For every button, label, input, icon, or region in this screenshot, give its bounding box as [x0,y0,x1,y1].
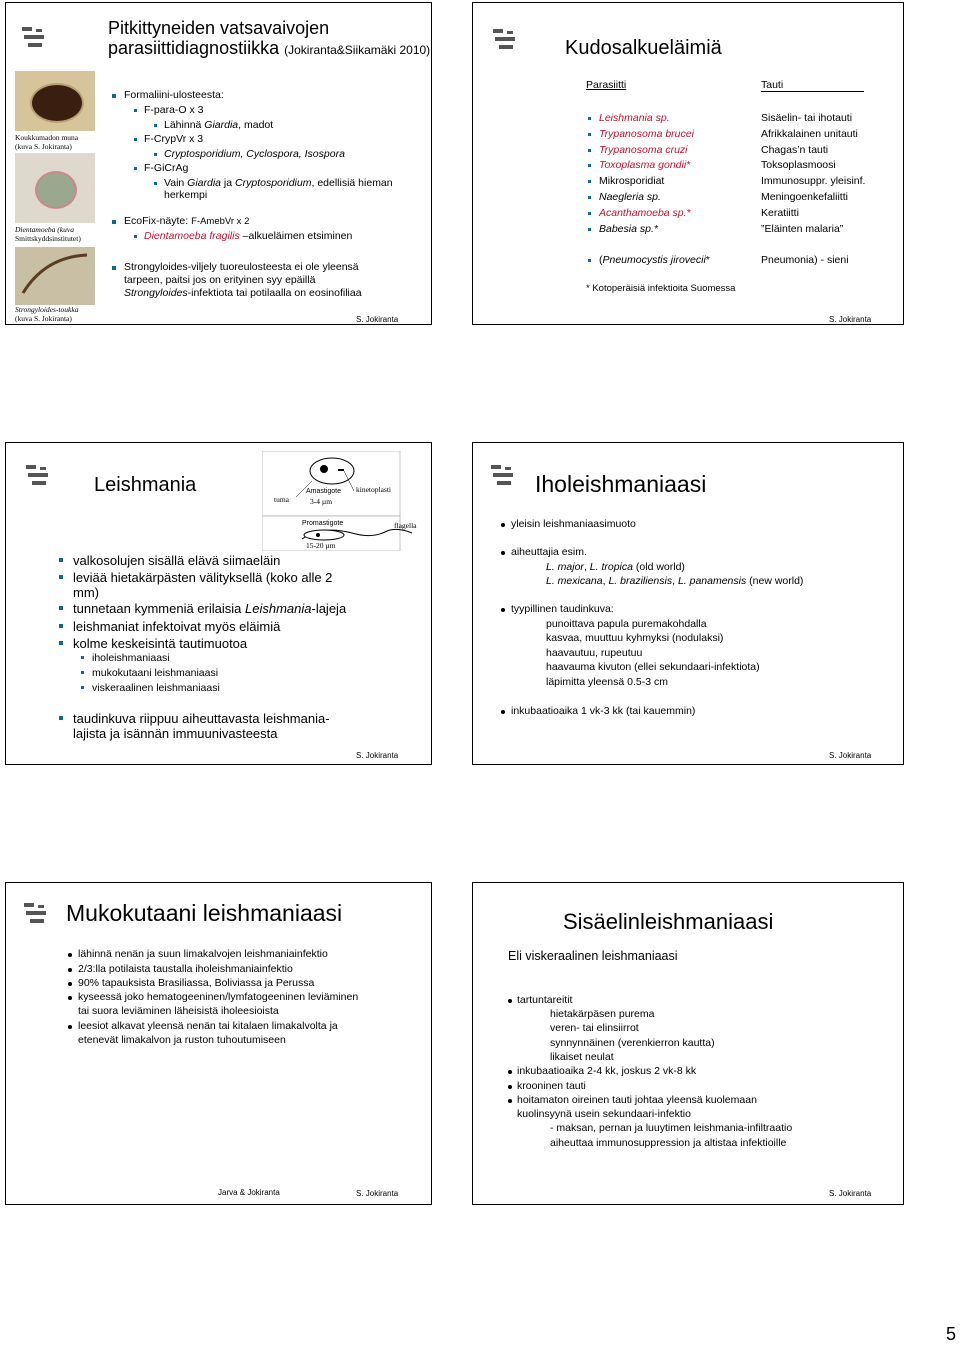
disease-name: Meningoenkefaliitti [761,191,848,203]
bullet-text: aiheuttajia esim. [511,546,587,558]
parasite-name: Naegleria sp. [599,191,661,203]
disease-name: Toksoplasmoosi [761,159,836,171]
sub-bullet-text: mukokutaani leishmaniaasi [92,667,219,679]
bullet-text: 2/3:lla potilaista taustalla iholeishmaniainfektio [78,963,293,975]
disease-name: Afrikkalainen unitauti [761,128,858,140]
credit-left: Jarva & Jokiranta [218,1188,280,1197]
institution-logo-icon [489,461,519,491]
image-caption: Dientamoeba (kuva Smittskyddsinstitutet) [15,225,81,243]
disease-name: Immunosuppr. yleisinf. [761,175,866,187]
column-header-parasite: Parasiitti [586,79,627,91]
credit: S. Jokiranta [829,1189,872,1198]
image-caption: Strongyloides-toukka (kuva S. Jokiranta) [15,305,79,323]
page-number: 5 [946,1324,957,1344]
bullet-text: tai suora leviäminen läheisistä iholeesioista [78,1005,279,1017]
sub-text: aiheuttaa immunosuppression ja altistaa infektioille [550,1137,787,1149]
parasite-name: (Pneumocystis jirovecii* [599,254,710,266]
text-line: tarpeen, paitsi jos on erityinen syy epäillä [124,274,316,286]
credit: S. Jokiranta [356,1189,399,1198]
sub-text: L. mexicana, L. braziliensis, L. panamensis (new world) [546,575,804,587]
bullet-text: tartuntareitit [517,994,573,1006]
text-line: Formaliini-ulosteesta: [124,89,224,101]
sub-text: haavauma kivuton (ellei sekundaari-infektiota) [546,661,760,673]
text-line: Strongyloides-viljely tuoreulosteesta ei ole yleensä [124,261,359,273]
footnote: * Kotoperäisiä infektioita Suomessa [586,283,736,294]
bullet-text: inkubaatioaika 1 vk-3 kk (tai kauemmin) [511,705,696,717]
bullet-text: kyseessä joko hematogeeninen/lymfatogeeninen leviäminen [78,991,359,1003]
sub-text: L. major, L. tropica (old world) [546,561,685,573]
sub-bullet-text: iholeishmaniaasi [92,652,170,664]
diagram-label: tuma [274,495,289,504]
slide-title: Kudosalkueläimiä [565,37,722,59]
bullet-text: mm) [73,585,99,600]
slide-title: Iholeishmaniaasi [535,471,707,497]
credit: S. Jokiranta [829,315,872,324]
diagram-label: flagella [394,521,417,530]
parasite-name: Toxoplasma gondii* [599,159,691,171]
text-line: EcoFix-näyte: F-AmebVr x 2 [124,215,250,227]
image-caption: Koukkumadon muna (kuva S. Jokiranta) [15,133,79,151]
text-line: Dientamoeba fragilis –alkueläimen etsiminen [144,230,353,242]
diagram-label: Amastigote [306,488,342,495]
text-line: F-GiCrAg [144,162,189,174]
diagram-label: 3-4 µm [310,497,333,506]
bullet-text: krooninen tauti [517,1080,586,1092]
disease-name: Pneumonia) - sieni [761,254,849,266]
bullet-text: taudinkuva riippuu aiheuttavasta leishmania- [73,711,330,726]
text-line: F-para-O x 3 [144,104,204,116]
slide-title: Leishmania [94,474,197,496]
disease-name: Sisäelin- tai ihotauti [761,112,853,124]
hookworm-egg-image [15,71,95,131]
text-line: F-CrypVr x 3 [144,133,204,145]
bullet-text: lajista ja isännän immuunivasteesta [73,726,278,741]
sub-text: - maksan, pernan ja luuytimen leishmania-infiltraatio [550,1122,793,1134]
slide-title: Sisäelinleishmaniaasi [563,909,774,934]
sub-text: likaiset neulat [550,1051,614,1063]
bullet-text: kolme keskeisintä tautimuotoa [73,636,248,651]
credit: S. Jokiranta [356,315,399,324]
slide-2 [472,2,904,325]
bullet-text: kuolinsyynä usein sekundaari-infektio [517,1108,691,1120]
bullet-text: lähinnä nenän ja suun limakalvojen leishmaniainfektio [78,948,328,960]
credit: S. Jokiranta [356,751,399,760]
parasite-name: Trypanosoma cruzi [599,144,688,156]
bullet-text: leviää hietakärpästen välityksellä (koko alle 2 [73,570,333,585]
bullet-text: tunnetaan kymmeniä erilaisia Leishmania-lajeja [73,601,347,616]
dientamoeba-image [15,153,95,223]
institution-logo-icon [22,899,52,929]
credit: S. Jokiranta [829,751,872,760]
institution-logo-icon [491,25,521,55]
slide-subtitle: Eli viskeraalinen leishmaniaasi [508,949,678,963]
bullet-text: etenevät limakalvon ja ruston tuhoutumiseen [78,1034,286,1046]
sub-text: hietakärpäsen purema [550,1008,655,1020]
slide-6 [472,882,904,1205]
sub-text: kasvaa, muuttuu kyhmyksi (nodulaksi) [546,632,724,644]
sub-text: haavautuu, rupeutuu [546,647,643,659]
institution-logo-icon [24,461,54,491]
text-line: Vain Giardia ja Cryptosporidium, edellisiä hieman [164,177,393,189]
bullet-text: inkubaatioaika 2-4 kk, joskus 2 vk-8 kk [517,1065,697,1077]
bullet-text: hoitamaton oireinen tauti johtaa yleensä kuolemaan [517,1094,757,1106]
sub-text: veren- tai elinsiirrot [550,1022,639,1034]
text-line: herkempi [164,189,208,201]
disease-name: ”Eläinten malaria” [761,223,844,235]
bullet-text: valkosolujen sisällä elävä siimaeläin [73,553,281,568]
parasite-name: Trypanosoma brucei [599,128,694,140]
sub-text: synnynnäinen (verenkierron kautta) [550,1037,715,1049]
bullet-text: leishmaniat infektoivat myös eläimiä [73,619,281,634]
text-line: Lähinnä Giardia, madot [164,119,274,131]
larva-shape [15,247,95,305]
strongyloides-larva-image [15,247,95,305]
slide-3 [5,442,432,765]
bullet-text: yleisin leishmaniaasimuoto [511,518,636,530]
bullet-text: tyypillinen taudinkuva: [511,603,614,615]
leishmania-diagram [262,451,420,551]
slide-title: Mukokutaani leishmaniaasi [66,900,343,926]
slide-1 [5,2,432,325]
sub-bullet-text: viskeraalinen leishmaniaasi [92,682,220,694]
disease-name: Keratiitti [761,207,799,219]
sub-text: läpimitta yleensä 0.5-3 cm [546,676,668,688]
slide-title: Pitkittyneiden vatsavaivojen parasiittidiagnostiikka (Jokiranta&Siikamäki 2010) [108,18,431,58]
slide-4 [472,442,904,765]
parasite-name: Mikrosporidiat [599,175,665,187]
parasite-name: Leishmania sp. [599,112,670,124]
bullet-text: leesiot alkavat yleensä nenän tai kitalaen limakalvolta ja [78,1020,338,1032]
parasite-name: Acanthamoeba sp.* [599,207,691,219]
diagram-label: kinetoplasti [356,485,391,494]
parasite-name: Babesia sp.* [599,223,658,235]
sub-text: punoittava papula puremakohdalla [546,618,707,630]
diagram-label: 15-20 µm [306,541,336,550]
text-line: Cryptosporidium, Cyclospora, Isospora [164,148,345,160]
slide-5 [5,882,432,1205]
diagram-label: Promastigote [302,520,344,527]
institution-logo-icon [20,23,50,53]
disease-name: Chagas’n tauti [761,144,829,156]
text-line: Strongyloides-infektiota tai potilaalla on eosinofiliaa [124,287,362,299]
bullet-text: 90% tapauksista Brasiliassa, Boliviassa ja Perussa [78,977,315,989]
column-header-disease: Tauti [761,79,864,92]
